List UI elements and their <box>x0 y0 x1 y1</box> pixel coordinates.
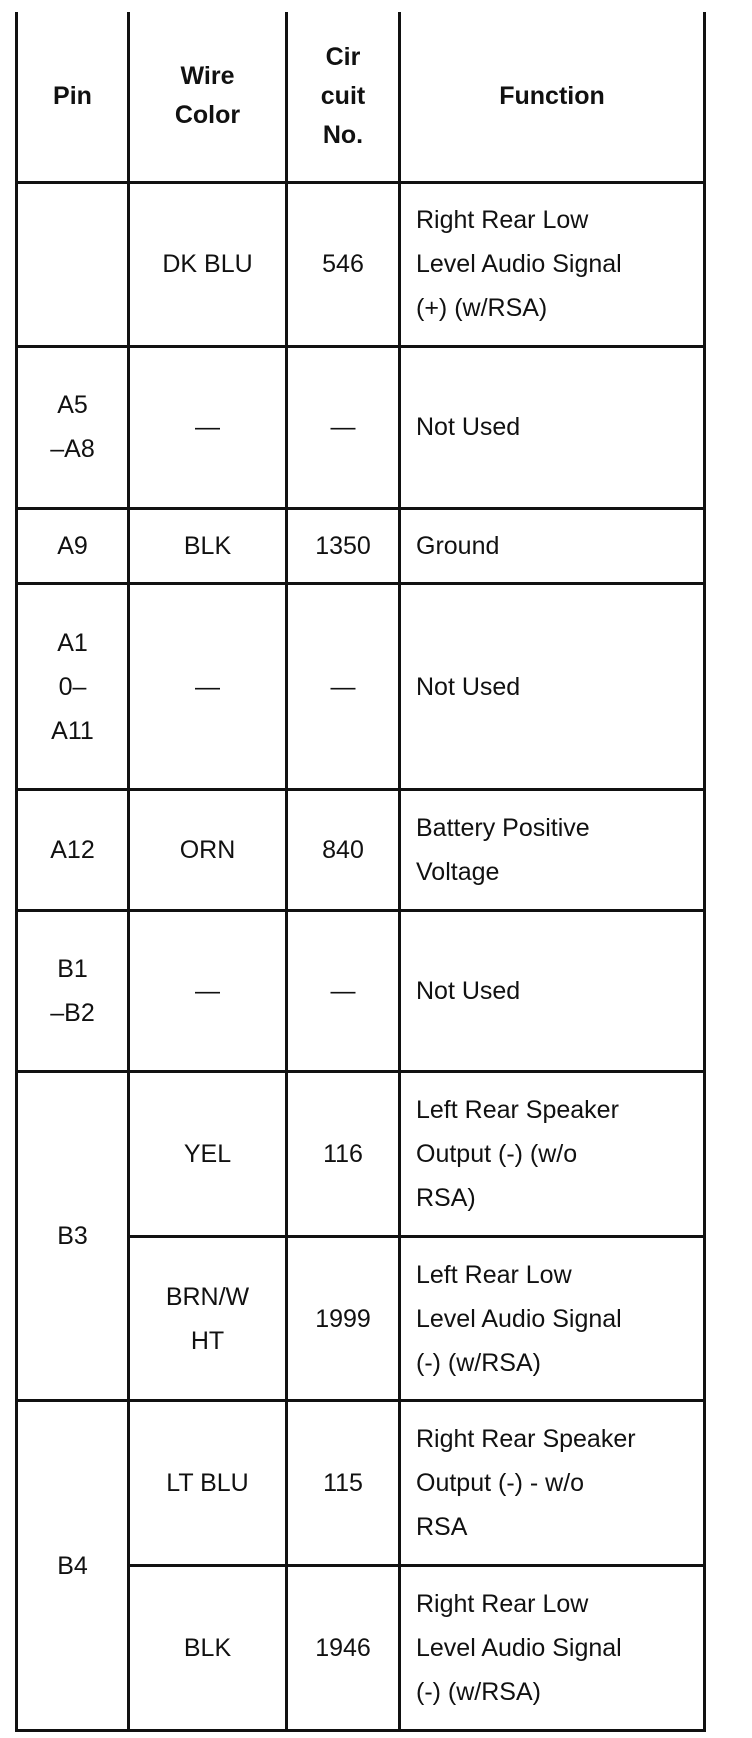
circuit-no-cell: 1350 <box>287 508 400 584</box>
header-circuit-line: cuit <box>320 81 366 110</box>
function-line: Right Rear Low <box>416 1590 589 1619</box>
header-circuit-no <box>287 12 400 182</box>
wire-color-line: YEL <box>183 1139 232 1168</box>
header-wire-line: Wire <box>180 62 235 91</box>
function-line: Level Audio Signal <box>416 1634 622 1663</box>
function-cell <box>400 790 705 910</box>
pinout-rows <box>17 182 705 1731</box>
function-cell <box>400 508 705 584</box>
wire-color-line: — <box>195 413 220 442</box>
header-wire-color <box>129 12 287 182</box>
circuit-no-cell: 840 <box>287 790 400 910</box>
pin-line: B4 <box>57 1551 88 1580</box>
header-pin <box>17 12 129 182</box>
function-cell <box>400 1236 705 1401</box>
function-line: Level Audio Signal <box>416 250 622 279</box>
wire-color-line: LT BLU <box>166 1469 249 1498</box>
header-wire-line: Color <box>174 101 241 130</box>
pin-line: B3 <box>57 1222 88 1251</box>
pin-cell <box>17 1401 129 1731</box>
pin-line: –B2 <box>50 998 95 1027</box>
function-cell <box>400 1071 705 1236</box>
table-row <box>17 347 705 508</box>
circuit-no-cell: — <box>287 910 400 1071</box>
function-line: Not Used <box>416 672 521 701</box>
pin-line: A11 <box>51 716 94 745</box>
header-circuit-line: Cir <box>325 42 361 71</box>
pin-line: B1 <box>57 954 88 983</box>
table-row <box>17 790 705 910</box>
function-line: Output (-) (w/o <box>416 1139 578 1168</box>
table-row <box>17 1401 705 1566</box>
header-pin-label: Pin <box>53 81 92 110</box>
wire-color-cell <box>129 1236 287 1401</box>
circuit-no-cell: — <box>287 584 400 790</box>
wire-color-line: BLK <box>183 532 232 560</box>
wire-color-line: BLK <box>183 1634 232 1663</box>
function-cell <box>400 1401 705 1566</box>
function-line: Output (-) - w/o <box>416 1469 585 1498</box>
wire-color-cell <box>129 584 287 790</box>
wire-color-cell <box>129 1071 287 1236</box>
function-line: Level Audio Signal <box>416 1304 622 1333</box>
table-row <box>17 182 705 347</box>
table-row <box>17 910 705 1071</box>
function-line: Not Used <box>416 976 521 1005</box>
wire-color-cell <box>129 182 287 347</box>
header-row <box>17 12 705 182</box>
wire-color-line: — <box>195 976 220 1005</box>
pin-cell <box>17 584 129 790</box>
table-row <box>17 508 705 584</box>
wire-color-cell <box>129 910 287 1071</box>
pin-cell <box>17 1071 129 1401</box>
pin-line: A5 <box>57 391 88 420</box>
function-cell <box>400 1566 705 1731</box>
wire-color-line: BRN/W <box>165 1282 250 1311</box>
function-cell <box>400 182 705 347</box>
function-line: Not Used <box>416 413 521 442</box>
pin-cell <box>17 910 129 1071</box>
circuit-no-cell: 546 <box>287 182 400 347</box>
wire-color-cell <box>129 508 287 584</box>
circuit-no-cell: 116 <box>287 1071 400 1236</box>
table-row <box>17 584 705 790</box>
header-circuit-line: No. <box>322 120 364 149</box>
wire-color-line: — <box>195 672 220 701</box>
pin-cell <box>17 182 129 347</box>
function-line: RSA) <box>416 1183 476 1212</box>
function-line: (-) (w/RSA) <box>416 1678 541 1707</box>
function-line: Right Rear Speaker <box>416 1425 636 1454</box>
header-function-label: Function <box>499 81 605 110</box>
pin-cell <box>17 508 129 584</box>
function-cell <box>400 584 705 790</box>
wire-color-line: ORN <box>179 835 236 864</box>
function-line: Ground <box>416 532 500 560</box>
pin-line: A9 <box>57 532 88 560</box>
circuit-no-cell: 115 <box>287 1401 400 1566</box>
connector-pinout-document <box>15 12 703 1732</box>
function-cell <box>400 910 705 1071</box>
function-line: Right Rear Low <box>416 206 589 235</box>
pin-line: A12 <box>50 835 95 864</box>
table-row <box>17 1071 705 1236</box>
function-line: Left Rear Low <box>416 1260 572 1289</box>
wire-color-cell <box>129 347 287 508</box>
circuit-no-cell: — <box>287 347 400 508</box>
wire-color-line: HT <box>190 1326 225 1355</box>
pin-line: A1 <box>57 628 88 657</box>
function-line: Left Rear Speaker <box>416 1095 619 1124</box>
pin-line: 0– <box>58 672 87 701</box>
function-line: (-) (w/RSA) <box>416 1348 541 1377</box>
function-cell <box>400 347 705 508</box>
function-line: Battery Positive <box>416 813 590 842</box>
wire-color-line: DK BLU <box>162 250 253 279</box>
header-function <box>400 12 705 182</box>
wire-color-cell <box>129 790 287 910</box>
function-line: RSA <box>416 1513 468 1542</box>
pinout-table <box>15 12 706 1732</box>
circuit-no-cell: 1946 <box>287 1566 400 1731</box>
function-line: (+) (w/RSA) <box>416 294 548 323</box>
circuit-no-cell: 1999 <box>287 1236 400 1401</box>
function-line: Voltage <box>416 857 500 886</box>
pin-line: –A8 <box>50 435 95 464</box>
wire-color-cell <box>129 1566 287 1731</box>
pin-cell <box>17 790 129 910</box>
wire-color-cell <box>129 1401 287 1566</box>
pin-cell <box>17 347 129 508</box>
